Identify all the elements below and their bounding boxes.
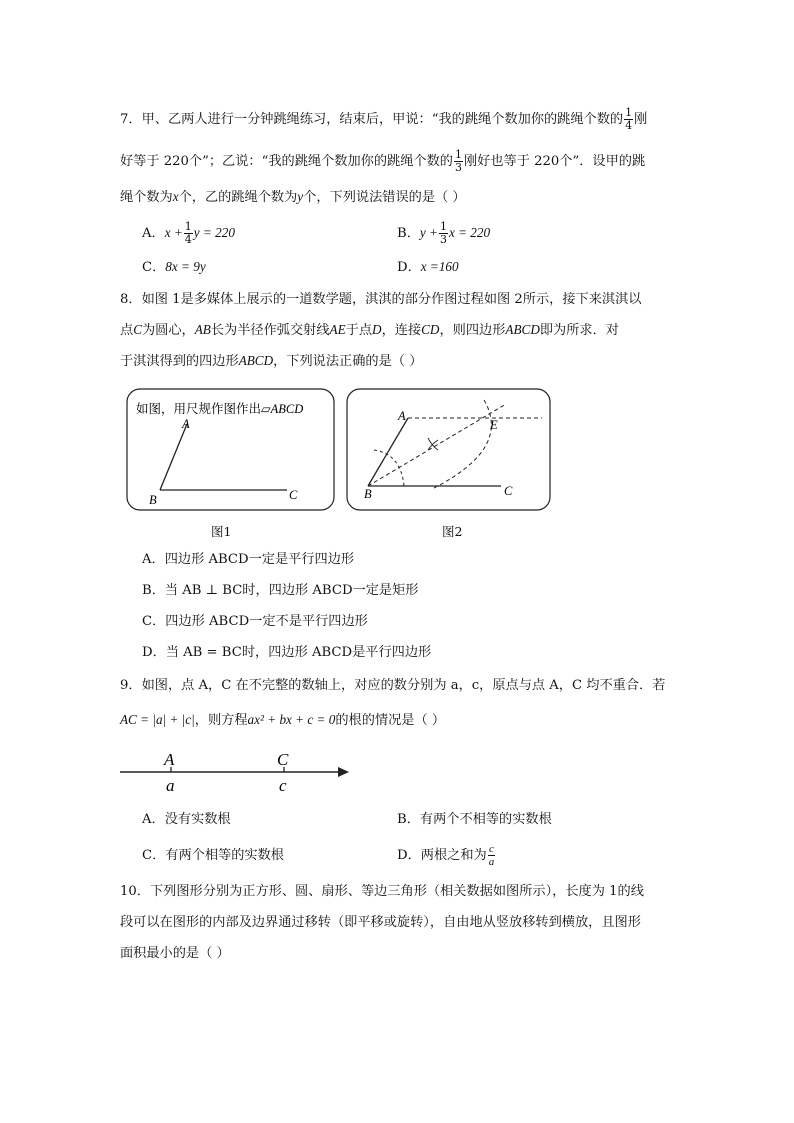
point-label-c: C bbox=[289, 488, 298, 502]
q10-line-2: 段可以在图形的内部及边界通过移转（即平移或旋转），自由地从竖放移转到横放，且图形 bbox=[120, 915, 641, 930]
q9-option-a: A．没有实数根 bbox=[142, 812, 231, 827]
point-label-a: A bbox=[182, 417, 190, 431]
q7-line-2 bbox=[120, 145, 645, 179]
segment-ab bbox=[368, 418, 408, 486]
q7-text-2a: 好等于 220个”；乙说：“我的跳绳个数加你的跳绳个数的 bbox=[120, 154, 453, 169]
q8-option-d: D．当 AB = BC时，四边形 ABCD是平行四边形 bbox=[142, 645, 432, 660]
q7-text-1b: 刚 bbox=[634, 112, 648, 127]
point-label-b: B bbox=[364, 487, 372, 501]
q9-line-2: AC = |a| + |c|，则方程ax² + bx + c = 0的根的情况是（ ） bbox=[120, 712, 446, 728]
q7-option-d: D．x =160 bbox=[397, 259, 459, 275]
q7-line-1 bbox=[120, 103, 647, 137]
q7-number: 7． bbox=[120, 112, 142, 127]
q8-line-1: 8．如图 1是多媒体上展示的一道数学题，淇淇的部分作图过程如图 2所示，接下来淇淇以 bbox=[120, 292, 642, 307]
q7-line-3: 绳个数为x个，乙的跳绳个数为y个，下列说法错误的是（ ） bbox=[120, 189, 466, 205]
intersection-mark bbox=[428, 438, 438, 450]
figure-2-caption: 图2 bbox=[442, 524, 463, 539]
number-line bbox=[118, 745, 358, 795]
segment-be bbox=[368, 404, 506, 486]
q8-line-3: 于淇淇得到的四边形ABCD，下列说法正确的是（ ） bbox=[120, 353, 423, 369]
value-label-a: a bbox=[166, 776, 175, 795]
q10-line-3: 面积最小的是（ ） bbox=[120, 946, 230, 961]
fraction-one-third: $\frac{1}{3}$ bbox=[439, 220, 447, 246]
q7-option-a: A．x + $\frac{1}{4}$ y = 220 bbox=[142, 220, 235, 246]
point-label-b: B bbox=[149, 493, 157, 507]
q8-option-a: A．四边形 ABCD一定是平行四边形 bbox=[142, 552, 355, 567]
q7-option-c: C．8x = 9y bbox=[142, 259, 206, 275]
figure-1-caption: 图1 bbox=[211, 524, 232, 539]
figure-1-instruction: 如图，用尺规作图作出▱ABCD bbox=[136, 401, 304, 416]
point-label-a: A bbox=[398, 409, 406, 423]
fraction-one-quarter: $\frac{1}{4}$ bbox=[184, 220, 192, 246]
figure-2 bbox=[346, 388, 552, 512]
segment-ab bbox=[160, 424, 187, 490]
q9-line-1: 9．如图，点 A，C 在不完整的数轴上，对应的数分别为 a，c，原点与点 A，C 均不重合．若 bbox=[120, 678, 666, 693]
q9-option-b: B．有两个不相等的实数根 bbox=[397, 812, 552, 827]
fraction-one-quarter: $\frac{1}{4}$ bbox=[625, 106, 633, 132]
q9-option-c: C．有两个相等的实数根 bbox=[142, 848, 284, 863]
q8-line-2: 点C为圆心，AB长为半径作弧交射线AE于点D，连接CD，则四边形ABCD即为所求．对 bbox=[120, 322, 619, 338]
q8-option-c: C．四边形 ABCD一定不是平行四边形 bbox=[142, 614, 368, 629]
construction-arc bbox=[434, 400, 491, 488]
point-label-c: C bbox=[277, 750, 289, 769]
q10-line-1: 10．下列图形分别为正方形、圆、扇形、等边三角形（相关数据如图所示），长度为 1的线 bbox=[120, 884, 644, 899]
q9-option-d: D．两根之和为 $\frac{c}{a}$ bbox=[397, 843, 495, 868]
figure-2-frame bbox=[347, 389, 550, 510]
point-label-e: E bbox=[490, 418, 498, 432]
fraction-one-third: $\frac{1}{3}$ bbox=[454, 148, 462, 174]
q7-text-2b: 刚好也等于 220个”．设甲的跳 bbox=[463, 154, 646, 169]
arrow-head-icon bbox=[338, 767, 349, 777]
q7-text-1a: 甲、乙两人进行一分钟跳绳练习，结束后，甲说：“我的跳绳个数加你的跳绳个数的 bbox=[141, 112, 624, 127]
q8-option-b: B．当 AB ⊥ BC时，四边形 ABCD一定是矩形 bbox=[142, 583, 419, 598]
q7-option-b: B．y + $\frac{1}{3}$ x = 220 bbox=[397, 220, 491, 246]
value-label-c: c bbox=[279, 776, 287, 795]
figure-1 bbox=[126, 388, 336, 512]
point-label-a: A bbox=[164, 750, 175, 769]
point-label-c: C bbox=[504, 484, 513, 498]
fraction-c-over-a: $\frac{c}{a}$ bbox=[488, 843, 495, 868]
